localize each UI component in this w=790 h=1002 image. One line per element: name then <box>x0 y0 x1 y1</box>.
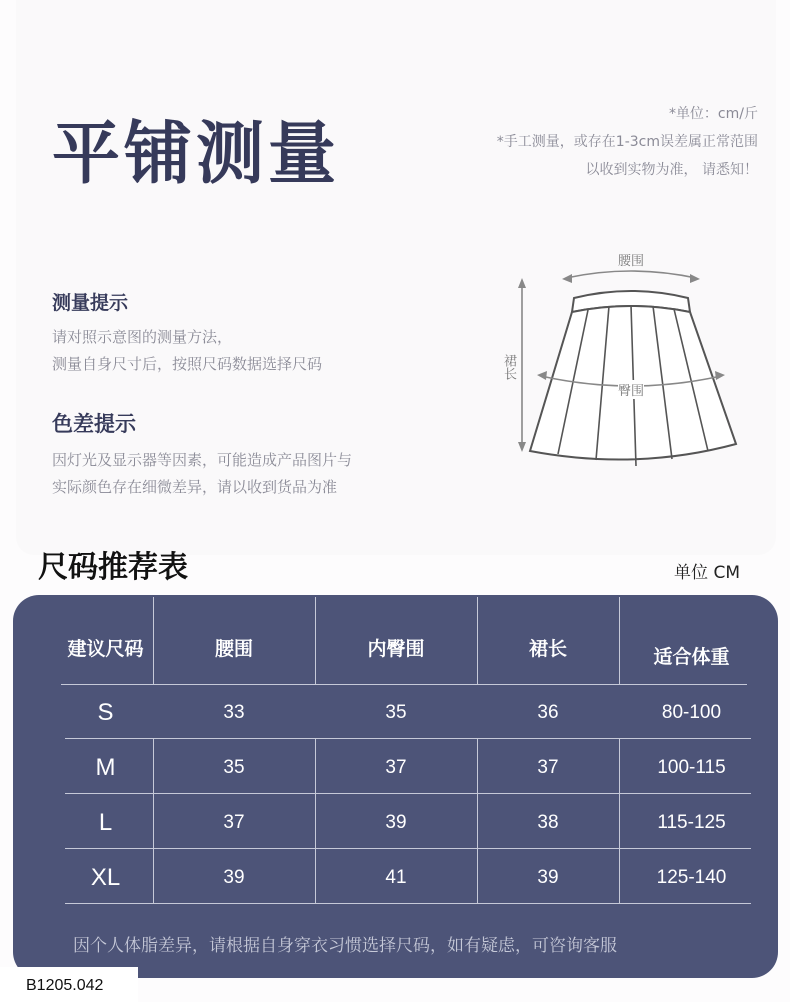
cell-waist: 35 <box>223 756 245 778</box>
measure-tip-line2: 测量自身尺寸后，按照尺码数据选择尺码 <box>52 355 323 373</box>
cell-waist: 33 <box>223 701 245 723</box>
cell-hip: 37 <box>385 756 407 778</box>
cell-weight: 125-140 <box>656 866 727 888</box>
header-divider <box>153 597 154 685</box>
waist-arrow <box>566 271 696 278</box>
header-weight: 适合体重 <box>653 645 730 668</box>
table-row <box>13 795 778 850</box>
table-row <box>13 850 778 905</box>
cell-hip: 41 <box>385 866 407 888</box>
cell-hip: 35 <box>385 701 407 723</box>
size-table-unit: 单位 CM <box>674 563 740 583</box>
cell-size: XL <box>90 863 121 891</box>
error-note: *手工测量，或存在1-3cm误差属正常范围 <box>496 134 758 150</box>
cell-size: S <box>97 698 114 726</box>
cell-length: 37 <box>537 756 559 778</box>
page-title: 平铺测量 <box>52 115 341 194</box>
measure-tip-text <box>52 324 322 378</box>
cell-length: 38 <box>537 811 559 833</box>
header-divider <box>315 597 316 685</box>
waist-arrow-left-head <box>562 274 572 283</box>
product-code: B1205.042 <box>0 967 138 1002</box>
header-size: 建议尺码 <box>67 637 144 660</box>
color-tip-line2: 实际颜色存在细微差异，请以收到货品为准 <box>52 478 338 496</box>
cell-length: 39 <box>537 866 559 888</box>
table-row <box>13 740 778 795</box>
cell-weight: 115-125 <box>657 811 726 833</box>
size-table-footnote: 因个人体脂差异，请根据自身穿衣习惯选择尺码，如有疑虑，可咨询客服 <box>73 936 617 956</box>
cell-waist: 39 <box>223 866 245 888</box>
waist-label: 腰围 <box>618 254 645 269</box>
length-label: 裙长 <box>501 354 516 380</box>
cell-size: M <box>95 753 116 781</box>
skirt-illustration <box>496 246 746 476</box>
measure-tip-line1: 请对照示意图的测量方法， <box>52 328 233 346</box>
measure-tip-title: 测量提示 <box>52 292 129 314</box>
header-divider <box>619 597 620 685</box>
unit-note: *单位：cm/斤 <box>668 106 758 122</box>
cell-waist: 37 <box>223 811 245 833</box>
cell-weight: 100-115 <box>657 756 726 778</box>
color-tip-text <box>52 447 352 501</box>
cell-weight: 80-100 <box>661 701 722 723</box>
size-table-title: 尺码推荐表 <box>38 550 188 585</box>
header-divider <box>477 597 478 685</box>
cell-length: 36 <box>537 701 559 723</box>
color-tip-title: 色差提示 <box>52 412 136 436</box>
skirt-diagram <box>496 246 746 476</box>
waist-arrow-right-head <box>690 274 700 283</box>
hip-label: 臀围 <box>618 380 644 399</box>
unit-notes <box>497 100 758 184</box>
cell-size: L <box>98 808 113 836</box>
confirm-note: 以收到实物为准， 请悉知！ <box>585 162 758 178</box>
header-length: 裙长 <box>528 637 567 660</box>
header-hip: 内臀围 <box>367 637 425 660</box>
color-tip-line1: 因灯光及显示器等因素，可能造成产品图片与 <box>52 451 353 469</box>
header-waist: 腰围 <box>214 637 253 660</box>
table-row <box>13 685 778 740</box>
size-table <box>13 595 778 978</box>
cell-hip: 39 <box>385 811 407 833</box>
